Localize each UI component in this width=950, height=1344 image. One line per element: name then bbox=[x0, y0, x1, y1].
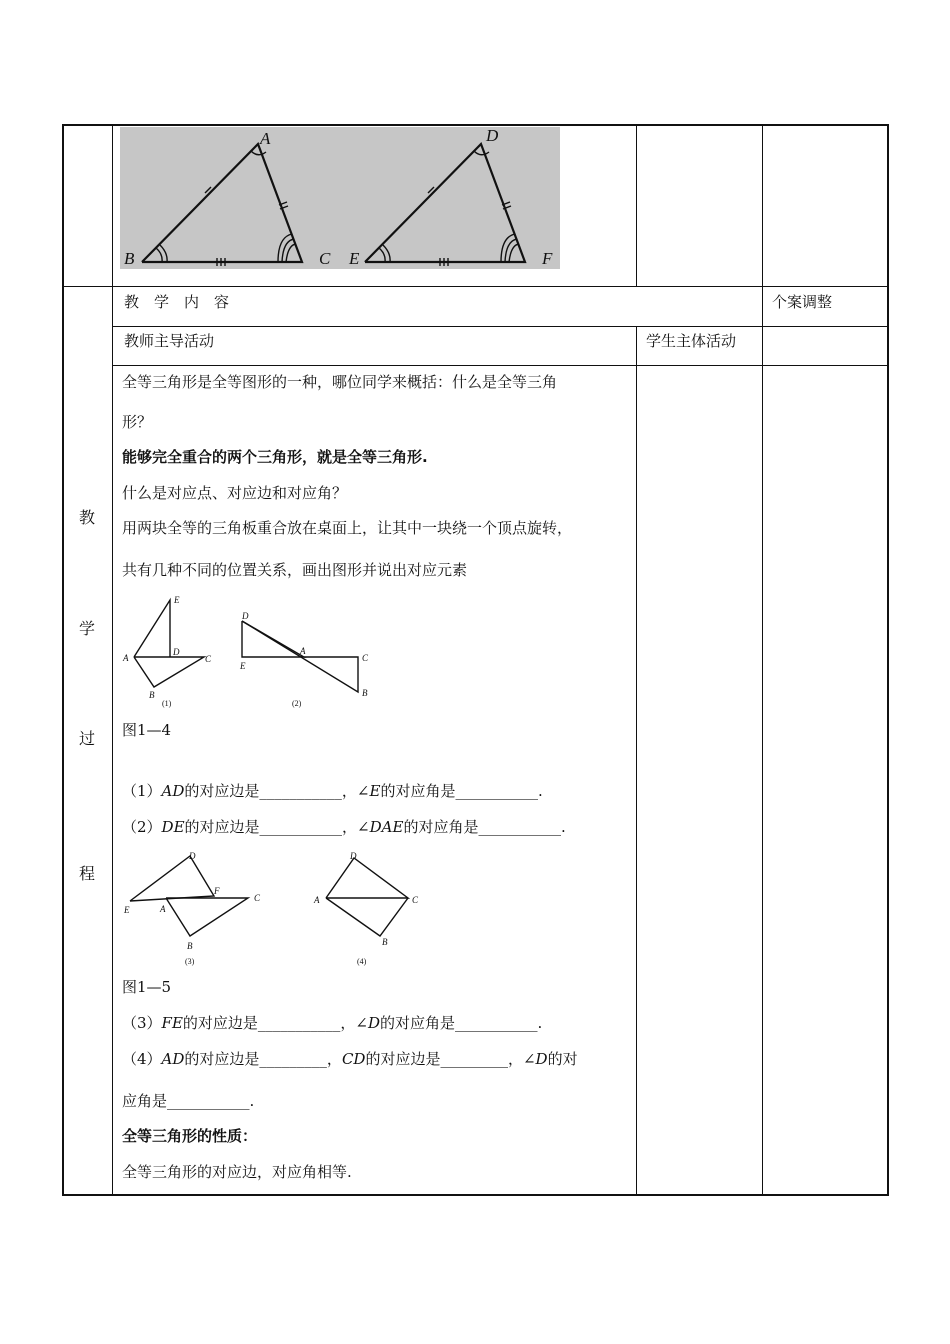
paragraph-1b: 形？ bbox=[122, 413, 153, 431]
side-label-char-2: 学 bbox=[78, 619, 95, 638]
fig1-label-e: E bbox=[174, 595, 180, 605]
fig3-label-c: C bbox=[254, 893, 261, 903]
fig2-number: (2) bbox=[292, 699, 302, 708]
paragraph-4a: 用两块全等的三角板重合放在桌面上，让其中一块绕一个顶点旋转， bbox=[122, 519, 573, 537]
caption-figure-1-4: 图1—4 bbox=[122, 721, 172, 739]
fig4-label-a: A bbox=[314, 895, 320, 905]
vertex-label-a: A bbox=[260, 129, 271, 148]
question-3: （3）FE的对应边是___________，∠D的对应角是___________. bbox=[122, 1014, 543, 1032]
answer-blank[interactable]: _________ bbox=[440, 1050, 508, 1068]
vertex-label-e: E bbox=[349, 249, 360, 268]
vertex-label-c: C bbox=[319, 249, 331, 268]
question-2: （2）DE的对应边是___________，∠DAE的对应角是___________. bbox=[122, 818, 566, 836]
paragraph-4b: 共有几种不同的位置关系，画出图形并说出对应元素 bbox=[122, 561, 468, 579]
congruent-triangles-figure bbox=[120, 127, 560, 269]
answer-blank[interactable]: ___________ bbox=[478, 818, 561, 836]
table-border-top bbox=[62, 124, 889, 126]
table-col-divider-2b bbox=[636, 326, 637, 1195]
fig4-number: (4) bbox=[357, 957, 367, 966]
paragraph-3: 什么是对应点、对应边和对应角？ bbox=[122, 484, 348, 502]
fig2-label-b: B bbox=[362, 688, 368, 698]
fig2-label-a: A bbox=[300, 646, 306, 656]
question-4-line-2: 应角是___________. bbox=[122, 1092, 255, 1110]
table-border-left bbox=[62, 124, 64, 1196]
content-title: 教 学 内 容 bbox=[124, 293, 230, 311]
adjust-header: 个案调整 bbox=[772, 293, 833, 311]
answer-blank[interactable]: ___________ bbox=[259, 782, 342, 800]
figure-1-5 bbox=[118, 846, 438, 971]
question-1: （1）AD的对应边是___________，∠E的对应角是___________. bbox=[122, 782, 543, 800]
table-row-divider-1 bbox=[62, 286, 889, 287]
fig3-label-d: D bbox=[189, 851, 196, 861]
fig1-label-a: A bbox=[123, 653, 129, 663]
figure-1-4 bbox=[118, 592, 378, 712]
fig2-label-d: D bbox=[242, 611, 249, 621]
table-col-divider-1 bbox=[112, 124, 113, 1196]
teacher-activity-header: 教师主导活动 bbox=[124, 332, 215, 350]
fig3-triangle-edf bbox=[130, 856, 214, 901]
answer-blank[interactable]: ___________ bbox=[259, 818, 343, 836]
property-heading: 全等三角形的性质： bbox=[122, 1127, 258, 1145]
vertex-label-f: F bbox=[542, 249, 553, 268]
table-border-bottom bbox=[62, 1194, 889, 1196]
property-statement: 全等三角形的对应边，对应角相等. bbox=[122, 1163, 352, 1181]
table-border-right bbox=[887, 124, 889, 1196]
fig3-label-f: F bbox=[214, 886, 220, 896]
answer-blank[interactable]: _________ bbox=[259, 1050, 327, 1068]
fig3-triangle-acb bbox=[166, 898, 248, 936]
question-4: （4）AD的对应边是_________，CD的对应边是_________，∠D的对 bbox=[122, 1050, 578, 1068]
fig4-label-c: C bbox=[412, 895, 419, 905]
side-label-char-4: 程 bbox=[78, 864, 95, 883]
side-label-char-3: 过 bbox=[78, 729, 95, 748]
vertex-label-b: B bbox=[124, 249, 135, 268]
fig4-triangle-abc bbox=[326, 898, 408, 936]
fig1-label-b: B bbox=[149, 690, 155, 700]
fig3-label-a: A bbox=[160, 904, 166, 914]
fig2-label-c: C bbox=[362, 653, 369, 663]
answer-blank[interactable]: ___________ bbox=[455, 782, 538, 800]
vertex-label-d: D bbox=[486, 127, 499, 145]
fig1-label-d: D bbox=[173, 647, 180, 657]
fig1-number: (1) bbox=[162, 699, 172, 708]
paragraph-1a: 全等三角形是全等图形的一种，哪位同学来概括：什么是全等三角 bbox=[122, 373, 558, 391]
answer-blank[interactable]: ___________ bbox=[167, 1092, 250, 1110]
table-col-divider-2a bbox=[636, 124, 637, 286]
fig1-label-c: C bbox=[205, 654, 212, 664]
fig4-label-d: D bbox=[350, 851, 357, 861]
table-row-divider-2 bbox=[112, 326, 889, 327]
fig3-label-e: E bbox=[124, 905, 130, 915]
fig3-label-b: B bbox=[187, 941, 193, 951]
table-col-divider-3 bbox=[762, 124, 763, 1196]
answer-blank[interactable]: ___________ bbox=[257, 1014, 341, 1032]
figure-background bbox=[120, 127, 560, 269]
fig1-triangle-aed bbox=[134, 600, 170, 657]
fig3-number: (3) bbox=[185, 957, 195, 966]
caption-figure-1-5: 图1—5 bbox=[122, 978, 172, 996]
answer-blank[interactable]: ___________ bbox=[455, 1014, 538, 1032]
definition-bold: 能够完全重合的两个三角形，就是全等三角形. bbox=[122, 448, 428, 466]
fig2-label-e: E bbox=[240, 661, 246, 671]
table-row-divider-3 bbox=[112, 365, 889, 366]
fig4-label-b: B bbox=[382, 937, 388, 947]
side-label-char-1: 教 bbox=[78, 508, 95, 527]
student-activity-header: 学生主体活动 bbox=[646, 332, 737, 350]
fig4-triangle-adc bbox=[326, 858, 408, 898]
fig1-triangle-acb bbox=[134, 657, 204, 687]
